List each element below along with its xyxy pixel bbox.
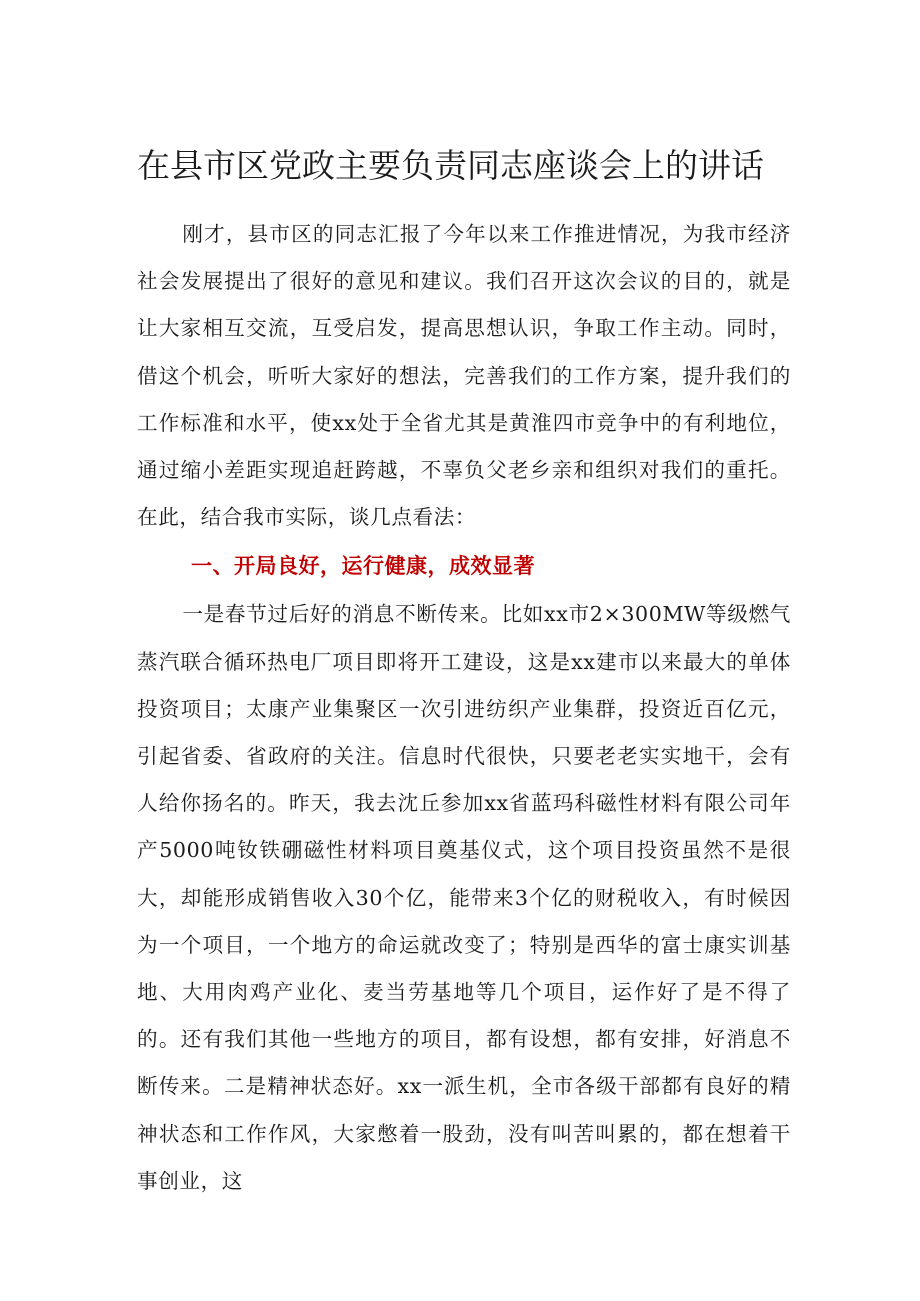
intro-paragraph: 刚才，县市区的同志汇报了今年以来工作推进情况，为我市经济社会发展提出了很好的意见和建议。我们召开这次会议的目的，就是让大家相互交流，互受启发，提高思想认识，争取工作主动。同时，借这个机会，听听大家好的想法，完善我们的工作方案，提升我们的工作标准和水平，使xx处于全省尤其是黄淮四市竞争中的有利地位，通过缩小差距实现追赶跨越，不辜负父老乡亲和组织对我们的重托。在此，结合我市实际，谈几点看法： — [137, 222, 791, 530]
document-title: 在县市区党政主要负责同志座谈会上的讲话 — [137, 146, 764, 185]
section-heading: 一、开局良好，运行健康，成效显著 — [191, 554, 535, 579]
document-body — [137, 211, 791, 1205]
section-paragraph: 一是春节过后好的消息不断传来。比如xx市2×300MW等级燃气蒸汽联合循环热电厂项目即将开工建设，这是xx建市以来最大的单体投资项目；太康产业集聚区一次引进纺织产业集群，投资近百亿元，引起省委、省政府的关注。信息时代很快，只要老老实实地干，会有人给你扬名的。昨天，我去沈丘参加xx省蓝玛科磁性材料有限公司年产5000吨钕铁硼磁性材料项目奠基仪式，这个项目投资虽然不是很大，却能形成销售收入30个亿，能带来3个亿的财税收入，有时候因为一个项目，一个地方的命运就改变了；特别是西华的富士康实训基地、大用肉鸡产业化、麦当劳基地等几个项目，运作好了是不得了的。还有我们其他一些地方的项目，都有设想，都有安排，好消息不断传来。二是精神状态好。xx一派生机，全市各级干部都有良好的精神状态和工作作风，大家憋着一股劲，没有叫苦叫累的，都在想着干事创业，这 — [137, 602, 791, 1193]
